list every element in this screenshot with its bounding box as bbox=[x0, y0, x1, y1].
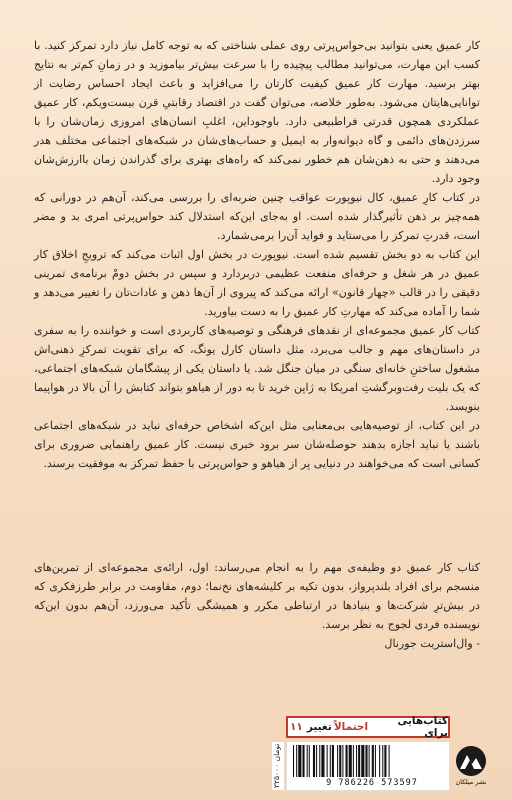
barcode-bar bbox=[327, 745, 328, 777]
barcode-bar bbox=[379, 745, 380, 777]
barcode-bar bbox=[321, 745, 324, 777]
barcode-bars bbox=[291, 745, 447, 777]
series-suffix: تغییر bbox=[306, 721, 332, 733]
barcode-bar bbox=[319, 745, 320, 777]
publisher-logo bbox=[454, 744, 488, 790]
series-accent: احتمالاً bbox=[333, 721, 369, 733]
barcode-bar bbox=[307, 745, 308, 777]
review-quote bbox=[34, 558, 480, 653]
series-number: ۱۱ bbox=[290, 721, 303, 733]
mountains-icon bbox=[454, 744, 488, 778]
barcode-bar bbox=[298, 745, 301, 777]
isbn-number: 9 786226 573597 bbox=[326, 778, 418, 788]
barcode-bar bbox=[361, 745, 364, 777]
barcode-bar bbox=[313, 745, 315, 777]
description-paragraph-1: کار عمیق یعنی بتوانید بی‌حواس‌پرتی روی عملی شناختی که به توجه کامل نیاز دارد تمرکز کنید. با کسب این مهارت، می‌توانید مطالب پیچیده را با سرعت بیش‌تر بیاموزید و در زمانِ کم‌تر به نتایج بهتر برسید. مهارت کار عمیق کیفیت کارتان را می‌افزاید و باعث ایجاد احساس رضایت از توانایی‌هایتان می‌شود. به‌طور خلاصه، می‌توان گفت در اقتصاد رقابتیِ قرن بیست‌ویکم، کار عمیق عملکردی همچون قدرتی فراطبیعی دارد. با‌وجوداین، اغلبِ انسان‌های امروزی زمان‌شان را با سرزدن‌های دائمی و گاه دیوانه‌وار به ایمیل و حساب‌های‌شان در شبکه‌های اجتماعی مختلف هدر می‌دهند و حتی به ذهن‌شان هم خطور نمی‌کند که راه‌های بهتری برای گذراندن زمان باارزش‌شان وجود دارد. bbox=[34, 39, 480, 185]
barcode-bar bbox=[316, 745, 317, 777]
barcode-bar bbox=[372, 745, 374, 777]
barcode-bar bbox=[293, 745, 294, 777]
barcode-bar bbox=[302, 745, 304, 777]
barcode-bar bbox=[337, 745, 338, 777]
publisher-name: نشر میلکان bbox=[455, 778, 487, 786]
barcode-bar bbox=[384, 745, 386, 777]
barcode-bar bbox=[296, 745, 297, 777]
barcode-bar bbox=[353, 745, 354, 777]
barcode-bar bbox=[332, 745, 334, 777]
barcode-bar bbox=[389, 745, 390, 777]
barcode-bar bbox=[365, 745, 367, 777]
barcode-bar bbox=[356, 745, 357, 777]
barcode-bar bbox=[309, 745, 310, 777]
quote-text: کتاب کار عمیق دو وظیفه‌ی مهم را به انجام می‌رساند: اول، ارائه‌ی مجموعه‌ای از تمرین‌های منسجم برای افراد بلندپرواز، بدون تکیه بر کلیشه‌های نخ‌نما؛ دوم، مقاومت در برابر طرزفکری که در بیش‌ترِ شرکت‌ها و بنیادها در ارتباطی مکرر و همیشگی تأکید می‌ورزد، آن‌هم بدون این‌که نویسنده فردی لجوج به نظر برسد. bbox=[34, 561, 480, 631]
barcode bbox=[286, 741, 450, 791]
barcode-bar bbox=[358, 745, 360, 777]
barcode-bar bbox=[375, 745, 376, 777]
barcode-bar bbox=[339, 745, 341, 777]
description-paragraph-5: در این کتاب، از توصیه‌هایی بی‌معنایی مثل این‌که اشخاص حرفه‌ای نباید در شبکه‌های اجتماعی باشند یا نباید اجازه بدهند حوصله‌شان سر برود خبری نیست. کار عمیق راهنمایی ضروری برای کسانی است که می‌خواهند در دنیایی پر از هیاهو و حواس‌پرتی با حفظ تمرکز به موفقیت برسند. bbox=[34, 419, 480, 470]
barcode-bar bbox=[369, 745, 370, 777]
series-label bbox=[286, 716, 450, 738]
series-prefix: کتاب‌هایی برای bbox=[397, 715, 448, 739]
description-paragraph-4: کتاب کار عمیق مجموعه‌ای از نقدهای فرهنگی و توصیه‌های کاربردی است و خواننده را به سفری در داستان‌های مهم و جالب می‌برد، مثل داستان کارل یونگ، که برای تقویت تمرکزِ ذهنی‌اش مشغول ساختنِ خانه‌ای سنگی در میان جنگل شد. یا داستان یکی از پیشگامان شبکه‌های اجتماعی، که یک بلیت رفت‌وبرگشتِ امریکا به ژاپن خرید تا به دور از هیاهو بتواند کتابش را آن بالا در هواپیما بنویسد. bbox=[34, 324, 480, 413]
barcode-bar bbox=[330, 745, 331, 777]
quote-author: - وال‌استریت جورنال bbox=[384, 637, 480, 650]
price-label: ۲۲۵۰۰۰ تومان bbox=[272, 742, 284, 790]
barcode-bar bbox=[349, 745, 352, 777]
barcode-bar bbox=[346, 745, 348, 777]
description-paragraph-2: در کتاب کارِ عمیق، کال نیوپورت عواقب چنین ضربه‌ای را بررسی می‌کند، آن‌هم در دورانی که همه‌چیز بر ذهن تأثیرگذار شده است. او به‌جای این‌که استدلال کند حواس‌پرتی امری بد و مضر است، قدرتِ تمرکز را می‌ستاید و فواید آن‌را برمی‌شمارد. bbox=[34, 191, 480, 242]
barcode-bar bbox=[342, 745, 343, 777]
description-paragraph-3: این کتاب به دو بخش تقسیم شده است. نیوپورت در بخش اول اثبات می‌کند که ترویجِ اخلاق کار عمیق در هر شغل و حرفه‌ای منفعت عظیمی دربردارد و سپس در بخش دومْ برنامه‌ی تمرینی دقیقی را در قالب «چهار قانون» ارائه می‌کند که پیروی از آن‌ها ذهن و عادات‌تان را تغییر می‌دهد و شما را آماده می‌کند که مهارتِ کار عمیق را به دست بیاورید. bbox=[34, 248, 480, 318]
barcode-bar bbox=[382, 745, 383, 777]
book-description bbox=[34, 36, 480, 473]
